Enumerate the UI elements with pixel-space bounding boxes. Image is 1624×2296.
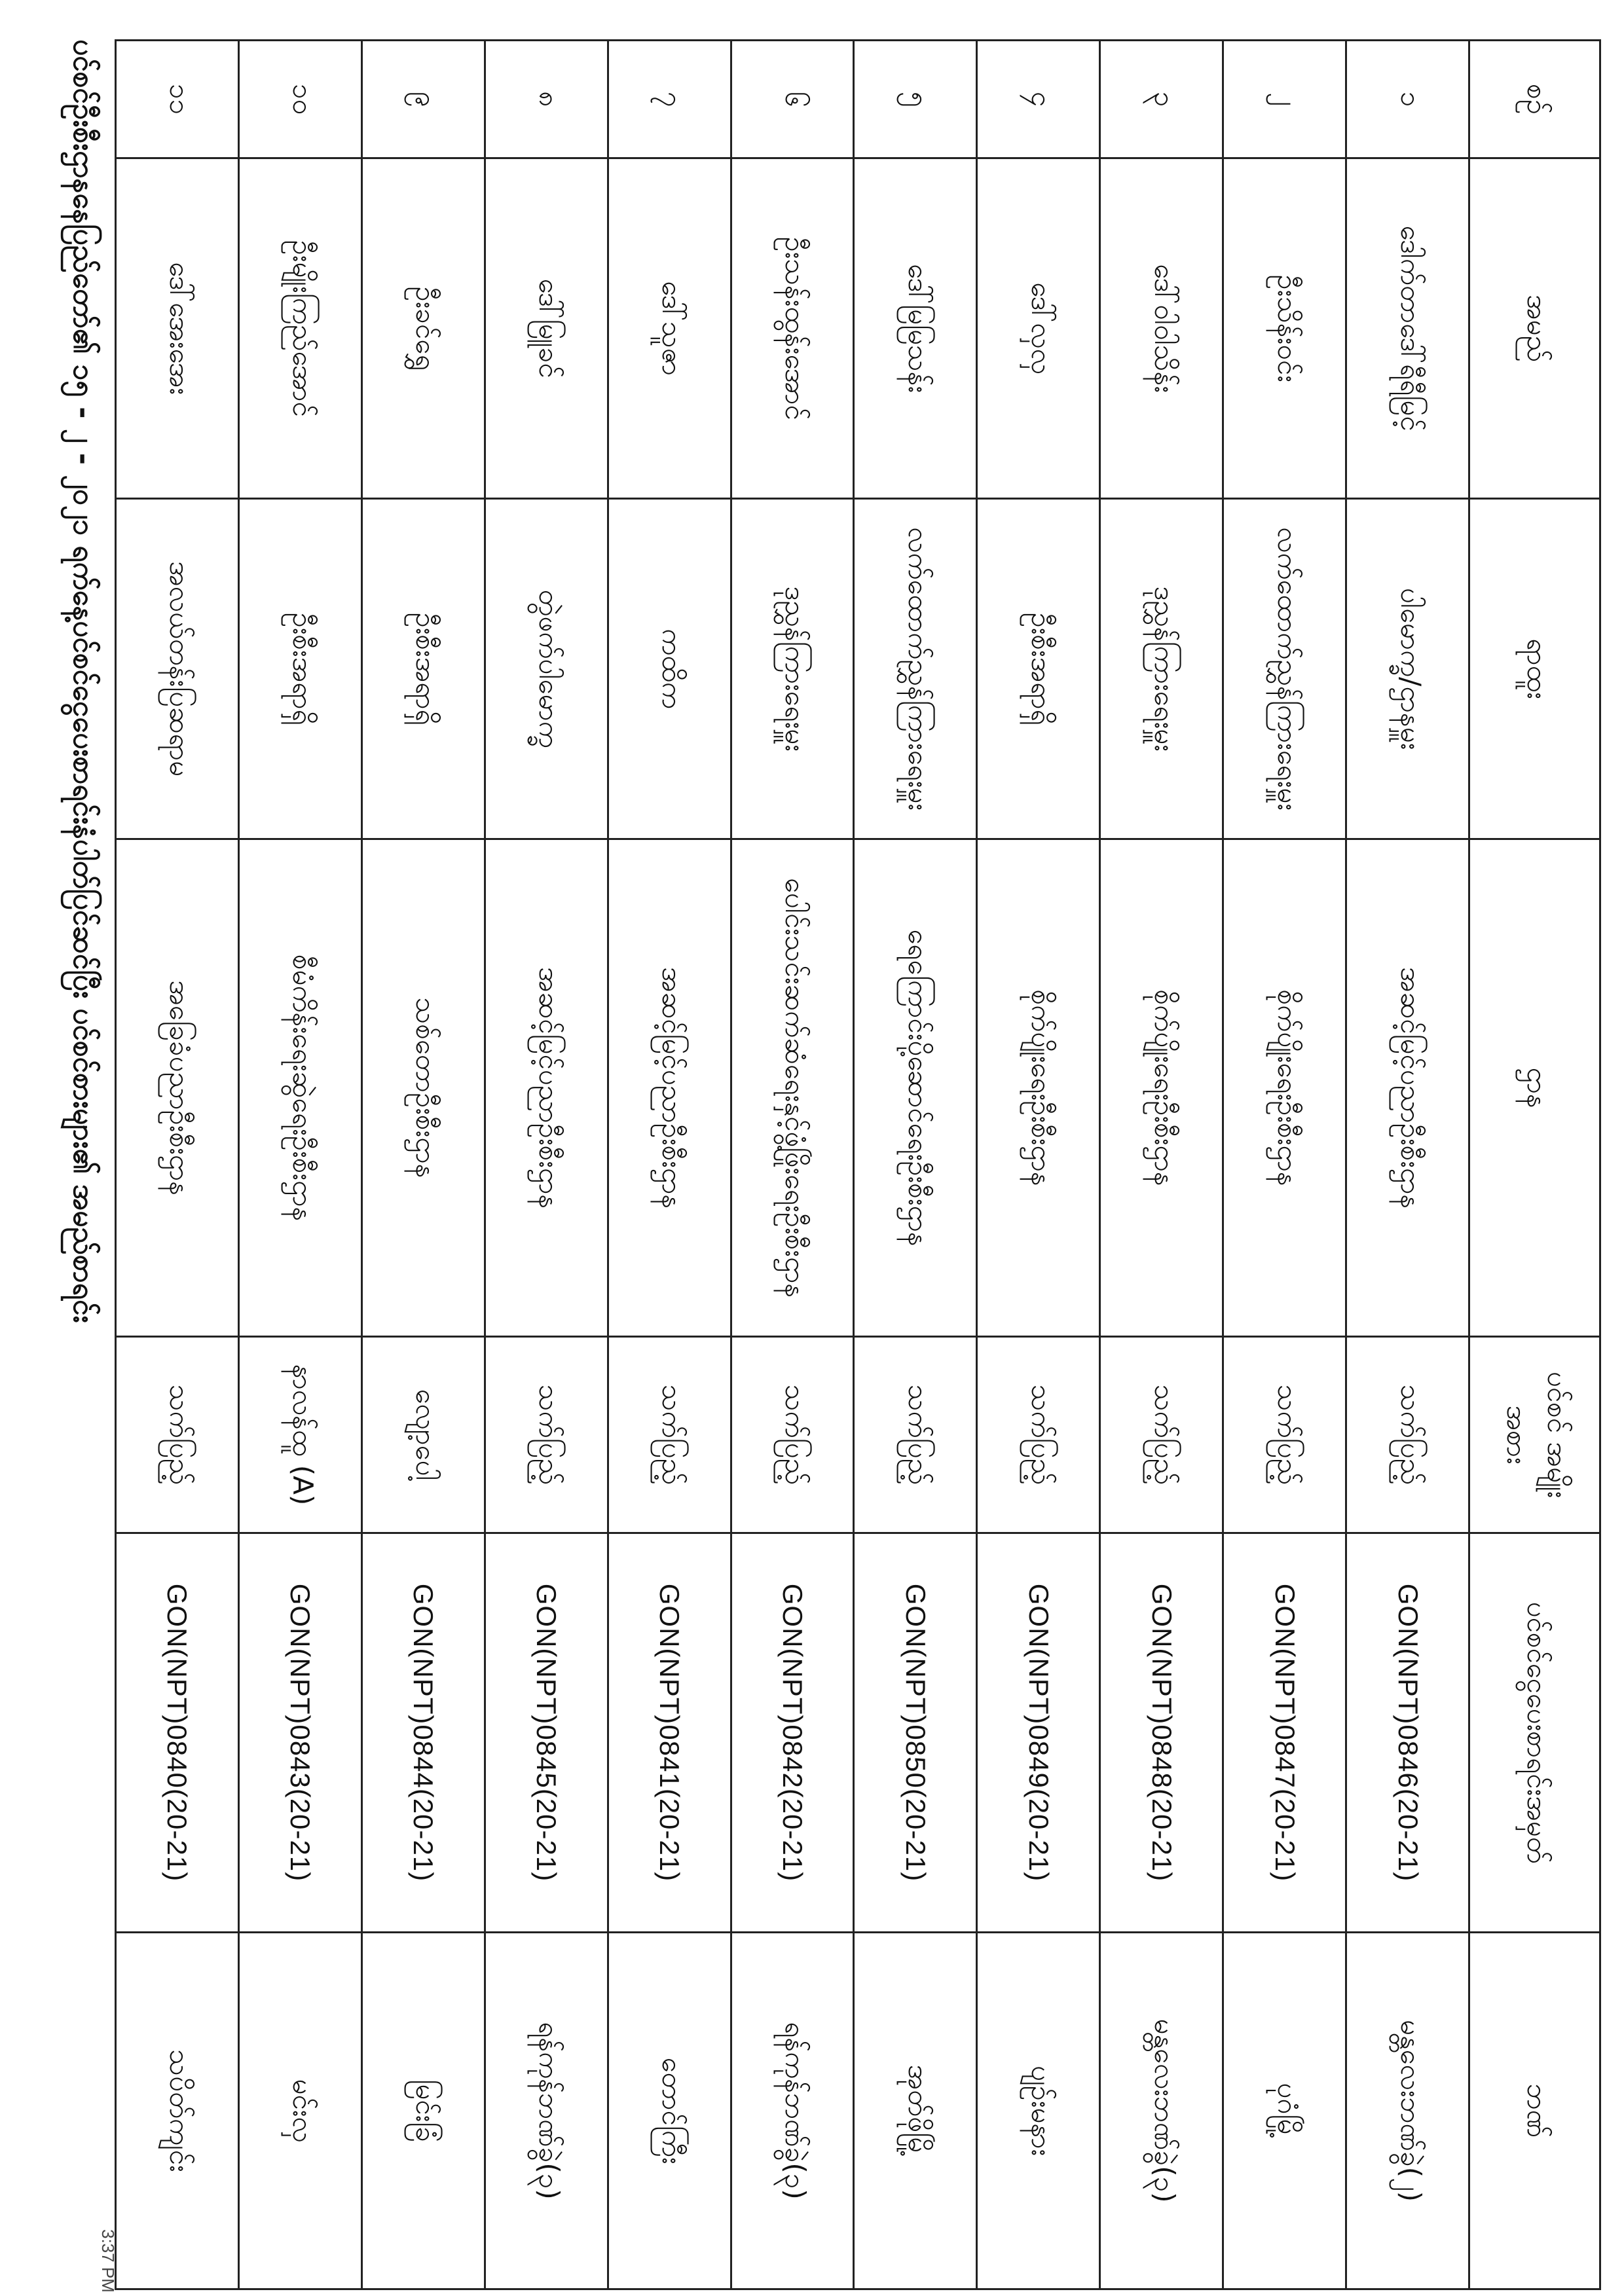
cell-department: သစ်တောဦးစီးဌာန [361,839,485,1337]
table-row [1223,41,1346,2289]
cell-pension-type: သက်ပြည့် [977,1337,1100,1533]
table-row [608,41,731,2289]
cell-pension-number: GON(NPT)0841(20-21) [608,1533,731,1933]
header-pension-type: ပင်စင် အမျိုးအစား [1469,1337,1600,1533]
header-serial: စဉ် [1469,41,1600,158]
cell-rank: ဦးစီးအရာရှိ [361,499,485,839]
cell-serial: ၂ [1223,41,1346,158]
cell-pension-number: GON(NPT)0845(20-21) [485,1533,608,1933]
cell-department: စိုက်ပျိုးရေးဦးစီးဌာန [1223,839,1346,1337]
cell-serial: ၁၀ [238,41,361,158]
header-department: ဌာန [1469,839,1600,1337]
cell-pension-number: GON(NPT)0849(20-21) [977,1533,1100,1933]
cell-serial: ၃ [1100,41,1223,158]
cell-rank: အလယ်တန်းပြဆရာမ [116,499,239,839]
cell-rank: ကထိက [608,499,731,839]
table-row [116,41,239,2289]
cell-serial: ၉ [361,41,485,158]
cell-name: ဦးမျိုးကြည်အောင် [238,158,361,499]
cell-pension-type: နာလန်ထူ (A) [238,1337,361,1533]
cell-pension-type: သက်ပြည့် [485,1337,608,1533]
table-row [977,41,1100,2289]
cell-pension-number: GON(NPT)0846(20-21) [1346,1533,1469,1933]
cell-name: ဦးခင်ရွှေ [361,158,485,499]
cell-name: ဒေါ်ဝါဝါသိန်း [1100,158,1223,499]
cell-pension-type: သက်ပြည့် [1223,1337,1346,1533]
cell-name: ဒေါ်အေးအေး [116,158,239,499]
cell-name: ဒေါ်မြူခင် [485,158,608,499]
pensioner-table [115,39,1601,2290]
table-row [854,41,977,2289]
cell-bank: အုတ်ဖိုမြို့ [854,1933,977,2289]
cell-serial: ၁၁ [116,41,239,158]
cell-department: ပေါင်းသင်းဆက်ဆံရေးနှင့်ဖွံ့ဖြိုးရေးဦးစီးဌာန [731,839,854,1337]
cell-serial: ၄ [977,41,1100,158]
cell-bank: မင်းလှ [238,1933,361,2289]
header-name: အမည် [1469,158,1600,499]
cell-serial: ၈ [485,41,608,158]
header-bank: ဘဏ် [1469,1933,1600,2289]
cell-department: စီမံကိန်းရေးဆွဲရေးဦးစီးဌာန [238,839,361,1337]
cell-bank: တောင်ကြီး [608,1933,731,2289]
cell-department: စိုက်ပျိုးရေးဦးစီးဌာန [1100,839,1223,1337]
cell-pension-type: သက်ပြည့် [1100,1337,1223,1533]
cell-name: ဒေါ်လှလှ [977,158,1100,499]
cell-pension-number: GON(NPT)0842(20-21) [731,1533,854,1933]
table-row [731,41,854,2289]
cell-rank: ဦးစီးအရာရှိ [977,499,1100,839]
cell-rank: ဒုညွှန်ကြားရေးမှူး [731,499,854,839]
cell-pension-type: သက်ပြည့် [854,1337,977,1533]
cell-rank: ဒုညွှန်ကြားရေးမှူး [1100,499,1223,839]
document-title: ပင်စင်ဦးစီးဌာနနေပြည်တော်၏ ၁၅ - ၂ - ၂၀၂၁ ရက်နေ့ပင်စင်ငွေပေးစာရင်းနံပါတ်ပြင်ဆင်ပြီး ပင်စင်စားများ၏ အမည်စာရင်း [67,39,100,1323]
cell-serial: ၁ [1346,41,1469,158]
cell-name: ဦးသန်းထွန်းအောင် [731,158,854,499]
cell-rank: လက်ထောက်ညွှန်ကြားရေးမှူး [1223,499,1346,839]
cell-bank: ပုဂံမြို့ [1223,1933,1346,2289]
cell-bank: မြင်းခြံ [361,1933,485,2289]
cell-pension-type: သက်ပြည့် [116,1337,239,1533]
cell-serial: ၅ [854,41,977,158]
table-row [361,41,485,2289]
cell-pension-number: GON(NPT)0847(20-21) [1223,1533,1346,1933]
table-row [238,41,361,2289]
cell-bank: ရန်ကုန်ဘဏ်ခွဲ(၃) [731,1933,854,2289]
cell-pension-number: GON(NPT)0840(20-21) [116,1533,239,1933]
cell-department: ရေကြောင်းပို့ဆောင်ရေးဦးစီးဌာန [854,839,977,1337]
cell-department: အဆင့်မြင့်ပညာဦးစီးဌာန [608,839,731,1337]
table-header-row [1469,41,1600,2289]
cell-name: ဒေါ်သူဇာ [608,158,731,499]
cell-name: ဒေါက်တာဒေါ်ရီရီမြင့် [1346,158,1469,499]
cell-pension-number: GON(NPT)0850(20-21) [854,1533,977,1933]
header-rank: ရာထူး [1469,499,1600,839]
cell-pension-type: လျော့ပေါ့ [361,1337,485,1533]
scan-timestamp: 3:37 PM [98,2229,118,2293]
cell-rank: လက်ထောက်ညွှန်ကြားရေးမှူး [854,499,977,839]
cell-department: အဆင့်မြင့်ပညာဦးစီးဌာန [1346,839,1469,1337]
table-row [1346,41,1469,2289]
cell-department: အဆင့်မြင့်ပညာဦးစီးဌာန [485,839,608,1337]
cell-bank: သပိတ်ကျင်း [116,1933,239,2289]
cell-rank: တွဲဖက်ပါမောက္ခ [485,499,608,839]
cell-pension-type: သက်ပြည့် [608,1337,731,1533]
cell-pension-number: GON(NPT)0844(20-21) [361,1533,485,1933]
cell-rank: ပါမောက္ခ/ဌာနမှူး [1346,499,1469,839]
cell-name: ဒေါ်မြမြသန်း [854,158,977,499]
cell-serial: ၇ [608,41,731,158]
cell-bank: မန္တလေးဘဏ်ခွဲ(၃) [1100,1933,1223,2289]
cell-pension-type: သက်ပြည့် [731,1337,854,1533]
cell-bank: မန္တလေးဘဏ်ခွဲ(၂) [1346,1933,1469,2289]
cell-serial: ၆ [731,41,854,158]
cell-pension-number: GON(NPT)0843(20-21) [238,1533,361,1933]
header-pension-number: ပင်စင်ငွေပေးစာရင်းအမှတ် [1469,1533,1600,1933]
cell-department: စိုက်ပျိုးရေးဦးစီးဌာန [977,839,1100,1337]
cell-bank: ပျဉ်းမနား [977,1933,1100,2289]
cell-name: ဦးသိန်းဝင်း [1223,158,1346,499]
table-row [485,41,608,2289]
table-row [1100,41,1223,2289]
cell-pension-number: GON(NPT)0848(20-21) [1100,1533,1223,1933]
cell-rank: ဦးစီးအရာရှိ [238,499,361,839]
cell-pension-type: သက်ပြည့် [1346,1337,1469,1533]
cell-bank: ရန်ကုန်ဘဏ်ခွဲ(၃) [485,1933,608,2289]
cell-department: အခြေခံပညာဦးစီးဌာန [116,839,239,1337]
